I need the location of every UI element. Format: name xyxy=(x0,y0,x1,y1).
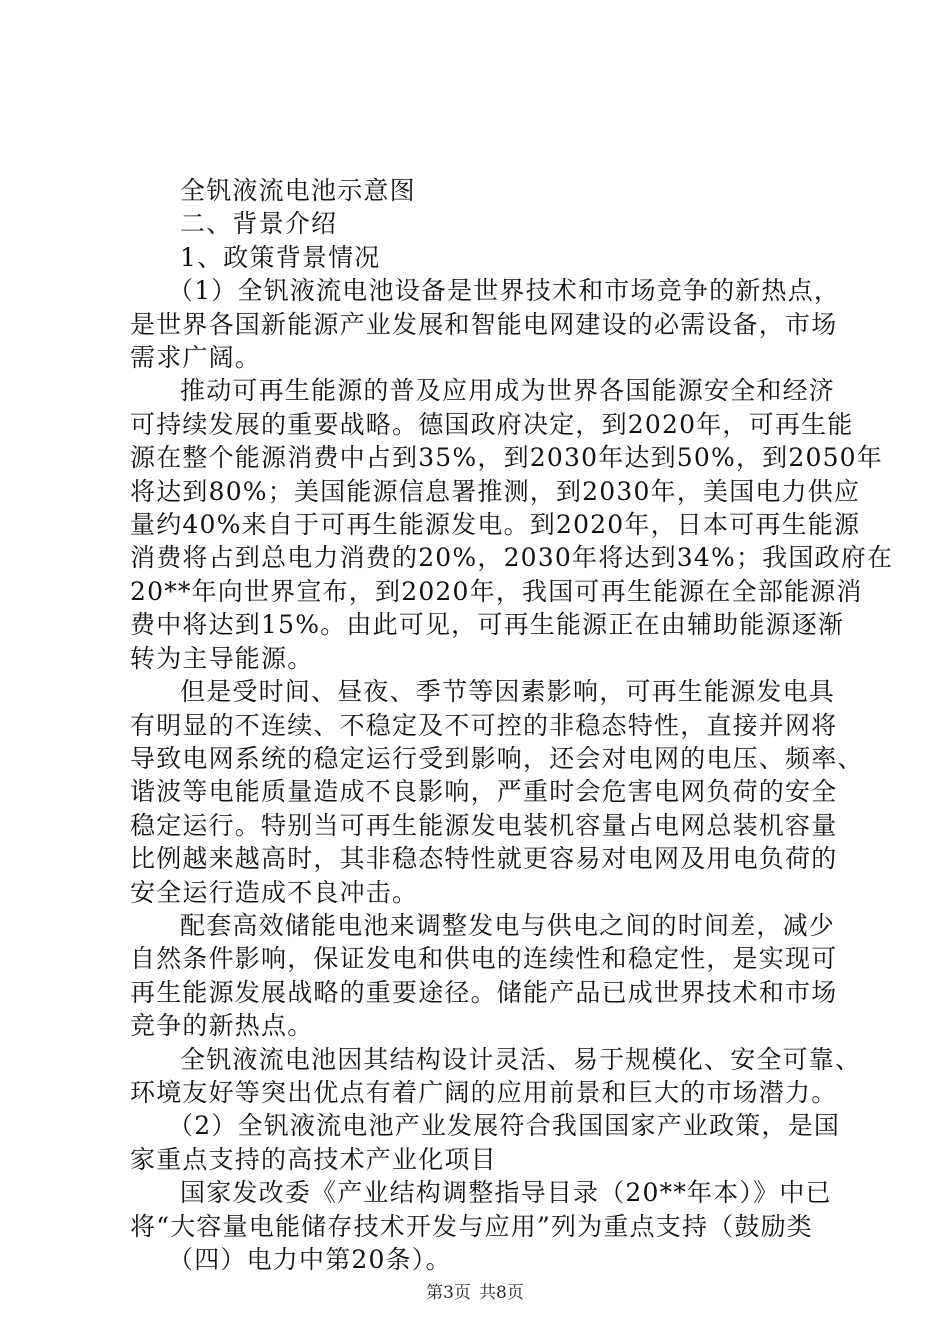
paragraph-line: 配套高效储能电池来调整发电与供电之间的时间差，减少 xyxy=(180,910,836,940)
section-heading: 二、背景介绍 xyxy=(180,209,338,239)
paragraph-line: 是世界各国新能源产业发展和智能电网建设的必需设备，市场 xyxy=(130,309,838,339)
paragraph-line: 转为主导能源。 xyxy=(130,643,314,673)
paragraph-line: 但是受时间、昼夜、季节等因素影响，可再生能源发电具 xyxy=(180,677,836,707)
paragraph-line: 再生能源发展战略的重要途径。储能产品已成世界技术和市场 xyxy=(130,977,838,1007)
paragraph-line: （1）全钒液流电池设备是世界技术和市场竞争的新热点， xyxy=(168,276,841,306)
paragraph-line: 稳定运行。特别当可再生能源发电装机容量占电网总装机容量 xyxy=(130,810,838,840)
paragraph-line: 有明显的不连续、不稳定及不可控的非稳态特性，直接并网将 xyxy=(130,710,838,740)
paragraph-line: 国家发改委《产业结构调整指导目录（20**年本）》中已 xyxy=(180,1178,832,1208)
page-footer xyxy=(0,1278,950,1303)
paragraph-line: 推动可再生能源的普及应用成为世界各国能源安全和经济 xyxy=(180,376,836,406)
paragraph-line: 谐波等电能质量造成不良影响，严重时会危害电网负荷的安全 xyxy=(130,777,838,807)
subsection-heading: 1、政策背景情况 xyxy=(180,242,381,272)
paragraph-line: 环境友好等突出优点有着广阔的应用前景和巨大的市场潜力。 xyxy=(130,1077,838,1107)
paragraph-line: 自然条件影响，保证发电和供电的连续性和稳定性，是实现可 xyxy=(130,944,838,974)
figure-caption: 全钒液流电池示意图 xyxy=(180,176,416,205)
paragraph-line: 源在整个能源消费中占到35%，到2030年达到50%，到2050年 xyxy=(130,443,883,473)
document-body xyxy=(130,174,894,1276)
paragraph-line: 导致电网系统的稳定运行受到影响，还会对电网的电压、频率、 xyxy=(130,743,864,773)
page-total: 共8页 xyxy=(479,1283,524,1303)
paragraph-line: 消费将占到总电力消费的20%，2030年将达到34%；我国政府在 xyxy=(130,543,894,573)
paragraph-line: 全钒液流电池因其结构设计灵活、易于规模化、安全可靠、 xyxy=(180,1044,862,1074)
paragraph-line: 可持续发展的重要战略。德国政府决定，到2020年，可再生能 xyxy=(130,409,854,439)
paragraph-line: 比例越来越高时，其非稳态特性就更容易对电网及用电负荷的 xyxy=(130,844,838,874)
page-number: 第3页 xyxy=(426,1283,471,1303)
paragraph-line: 竞争的新热点。 xyxy=(130,1011,314,1041)
paragraph-line: 费中将达到15%。由此可见，可再生能源正在由辅助能源逐渐 xyxy=(130,610,845,640)
paragraph-line: （四）电力中第20条）。 xyxy=(168,1245,452,1274)
paragraph-line: 家重点支持的高技术产业化项目 xyxy=(130,1144,497,1174)
paragraph-line: 将达到80%；美国能源信息署推测，到2030年，美国电力供应 xyxy=(130,476,861,506)
paragraph-line: 需求广阔。 xyxy=(130,343,262,373)
paragraph-line: 量约40%来自于可再生能源发电。到2020年，日本可再生能源 xyxy=(130,510,861,540)
paragraph-line: （2）全钒液流电池产业发展符合我国国家产业政策，是国 xyxy=(168,1111,841,1141)
paragraph-line: 安全运行造成不良冲击。 xyxy=(130,877,419,907)
paragraph-line: 20**年向世界宣布，到2020年，我国可再生能源在全部能源消 xyxy=(130,576,863,606)
paragraph-line: 将“大容量电能储存技术开发与应用”列为重点支持（鼓励类 xyxy=(130,1211,813,1241)
